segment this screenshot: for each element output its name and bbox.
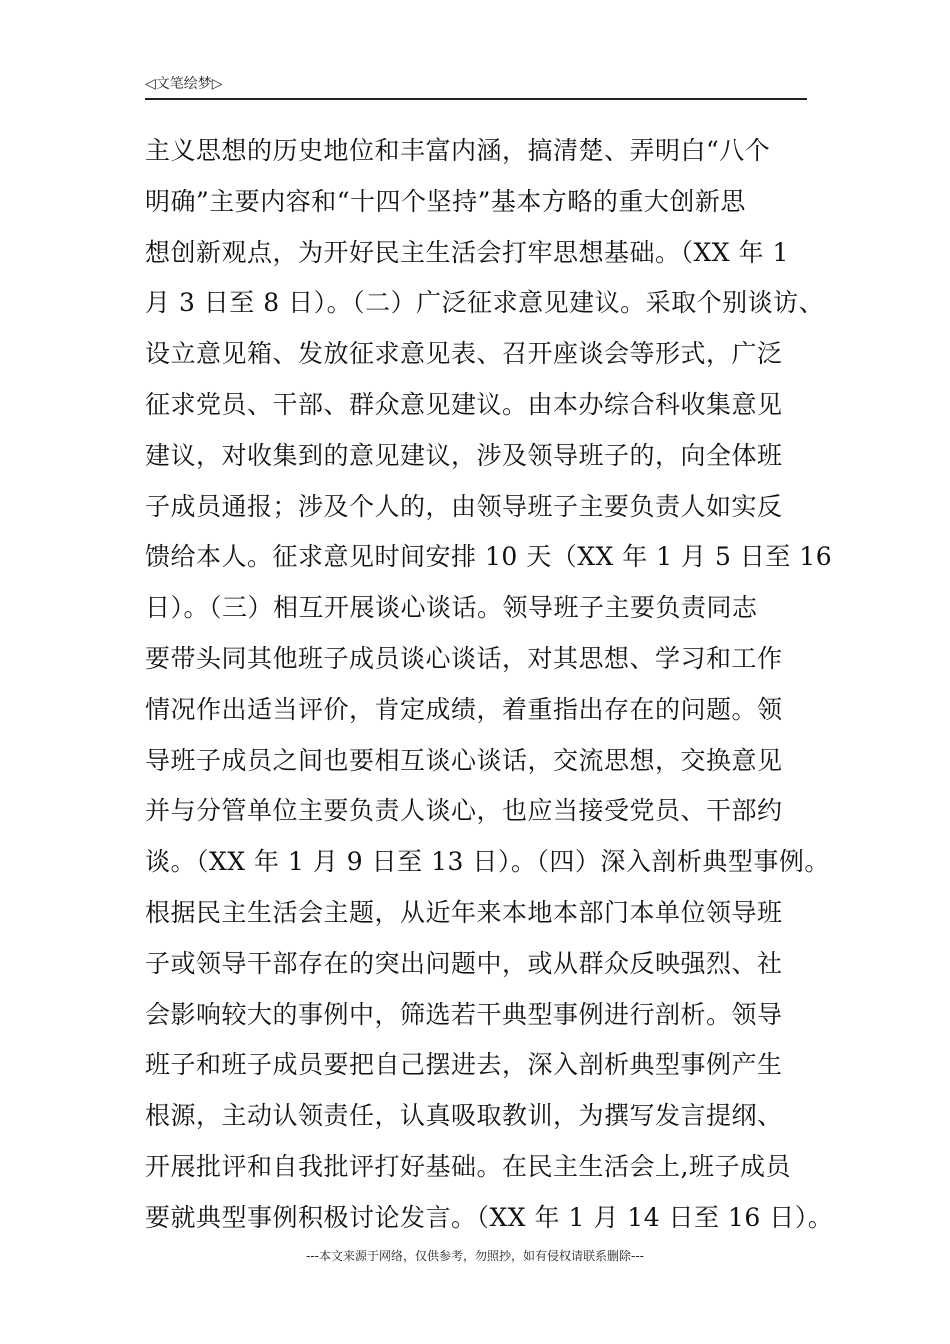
body-line: 日）。（三）相互开展谈心谈话。领导班子主要负责同志 <box>145 593 758 623</box>
body-line: 馈给本人。征求意见时间安排 10 天（XX 年 1 月 5 日至 16 <box>145 542 833 572</box>
body-line: 根据民主生活会主题，从近年来本地本部门本单位领导班 <box>145 897 783 927</box>
body-line: 想创新观点，为开好民主生活会打牢思想基础。（XX 年 1 <box>145 237 789 267</box>
body-line: 开展批评和自我批评打好基础。在民主生活会上,班子成员 <box>145 1151 791 1181</box>
body-line: 会影响较大的事例中，筛选若干典型事例进行剖析。领导 <box>145 999 783 1029</box>
body-line: 根源，主动认领责任，认真吸取教训，为撰写发言提纲、 <box>145 1101 783 1131</box>
body-line: 要就典型事例积极讨论发言。（XX 年 1 月 14 日至 16 日）。 <box>145 1202 834 1232</box>
body-line: 主义思想的历史地位和丰富内涵，搞清楚、弄明白“八个 <box>145 136 771 165</box>
page-header <box>145 72 807 100</box>
document-body <box>145 126 834 1244</box>
page-footer: ---本文来源于网络，仅供参考，勿照抄，如有侵权请联系删除--- <box>306 1249 644 1263</box>
body-line: 情况作出适当评价，肯定成绩，着重指出存在的问题。领 <box>145 694 783 724</box>
body-line: 导班子成员之间也要相互谈心谈话，交流思想，交换意见 <box>145 745 783 775</box>
body-line: 要带头同其他班子成员谈心谈话，对其思想、学习和工作 <box>145 643 783 673</box>
body-line: 月 3 日至 8 日）。（二）广泛征求意见建议。采取个别谈访、 <box>145 288 825 318</box>
body-line: 谈。（XX 年 1 月 9 日至 13 日）。（四）深入剖析典型事例。 <box>145 847 830 877</box>
body-line: 子成员通报；涉及个人的，由领导班子主要负责人如实反 <box>145 491 783 521</box>
body-line: 征求党员、干部、群众意见建议。由本办综合科收集意见 <box>145 389 783 419</box>
body-line: 明确”主要内容和“十四个坚持”基本方略的重大创新思 <box>145 186 746 216</box>
body-line: 建议，对收集到的意见建议，涉及领导班子的，向全体班 <box>145 440 783 470</box>
body-line: 并与分管单位主要负责人谈心，也应当接受党员、干部约 <box>145 796 783 826</box>
body-line: 设立意见箱、发放征求意见表、召开座谈会等形式，广泛 <box>145 339 783 369</box>
header-title: ◁文笔绘梦▷ <box>145 76 223 92</box>
body-line: 班子和班子成员要把自己摆进去，深入剖析典型事例产生 <box>145 1050 783 1080</box>
body-line: 子或领导干部存在的突出问题中，或从群众反映强烈、社 <box>145 948 783 978</box>
